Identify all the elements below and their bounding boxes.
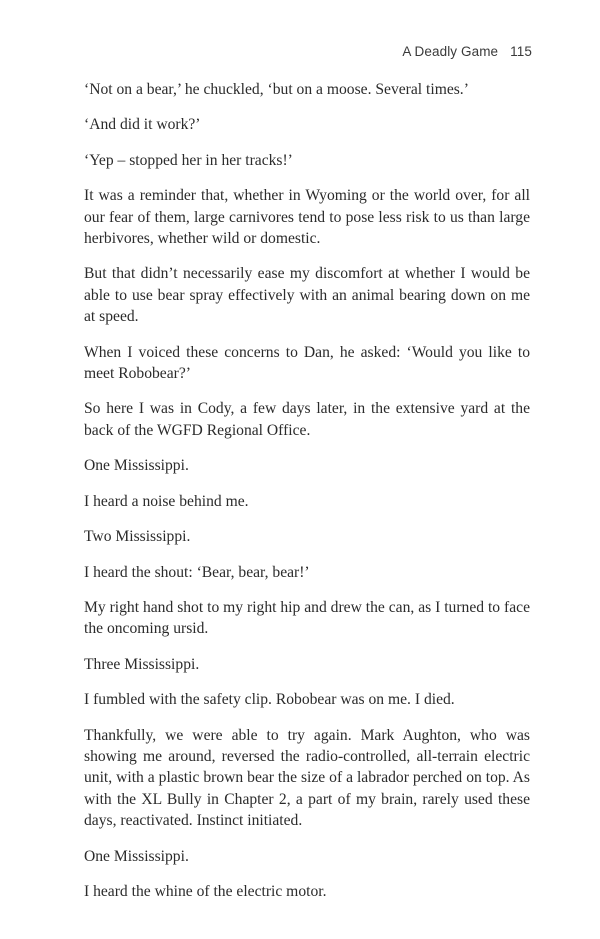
paragraph-10: Two Mississippi. [84,528,191,546]
paragraph-7: So here I was in Cody, a few days later, in the extensive yard at the back of the WGFD Regional Office. [84,400,530,439]
paragraph-4: It was a reminder that, whether in Wyoming or the world over, for all our fear of them, large carnivores tend to pose less risk to us than large herbivores, whether wild or domestic. [84,187,530,248]
paragraph-6: When I voiced these concerns to Dan, he asked: ‘Would you like to meet Robobear?’ [84,343,530,383]
paragraph-3: ‘Yep – stopped her in her tracks!’ [84,151,293,169]
paragraph-8: One Mississippi. [84,457,189,475]
paragraph-11: I heard the shout: ‘Bear, bear, bear!’ [84,563,310,581]
paragraph-16: One Mississippi. [84,847,189,865]
paragraph-14: I fumbled with the safety clip. Robobear was on me. I died. [84,691,455,709]
paragraph-5: But that didn’t necessarily ease my discomfort at whether I would be able to use bear spray effectively with an animal bearing down on me at speed. [84,265,530,326]
paragraph-12: My right hand shot to my right hip and drew the can, as I turned to face the oncoming ursid. [84,598,530,638]
body-text [84,79,530,916]
running-head [402,44,532,59]
page-number: 115 [510,44,532,59]
paragraph-17: I heard the whine of the electric motor. [84,882,327,900]
paragraph-9: I heard a noise behind me. [84,492,249,510]
paragraph-13: Three Mississippi. [84,655,200,673]
chapter-title: A Deadly Game [402,44,499,59]
paragraph-15: Thankfully, we were able to try again. Mark Aughton, who was showing me around, reversed the radio-controlled, all-terrain electric unit, with a plastic brown bear the size of a labrador perched on top. As with the XL Bully in Chapter 2, a part of my brain, rarely used these days, reactivated. Instinct initiated. [84,726,530,830]
paragraph-1: ‘Not on a bear,’ he chuckled, ‘but on a moose. Several times.’ [84,81,469,98]
paragraph-2: ‘And did it work?’ [84,116,201,134]
